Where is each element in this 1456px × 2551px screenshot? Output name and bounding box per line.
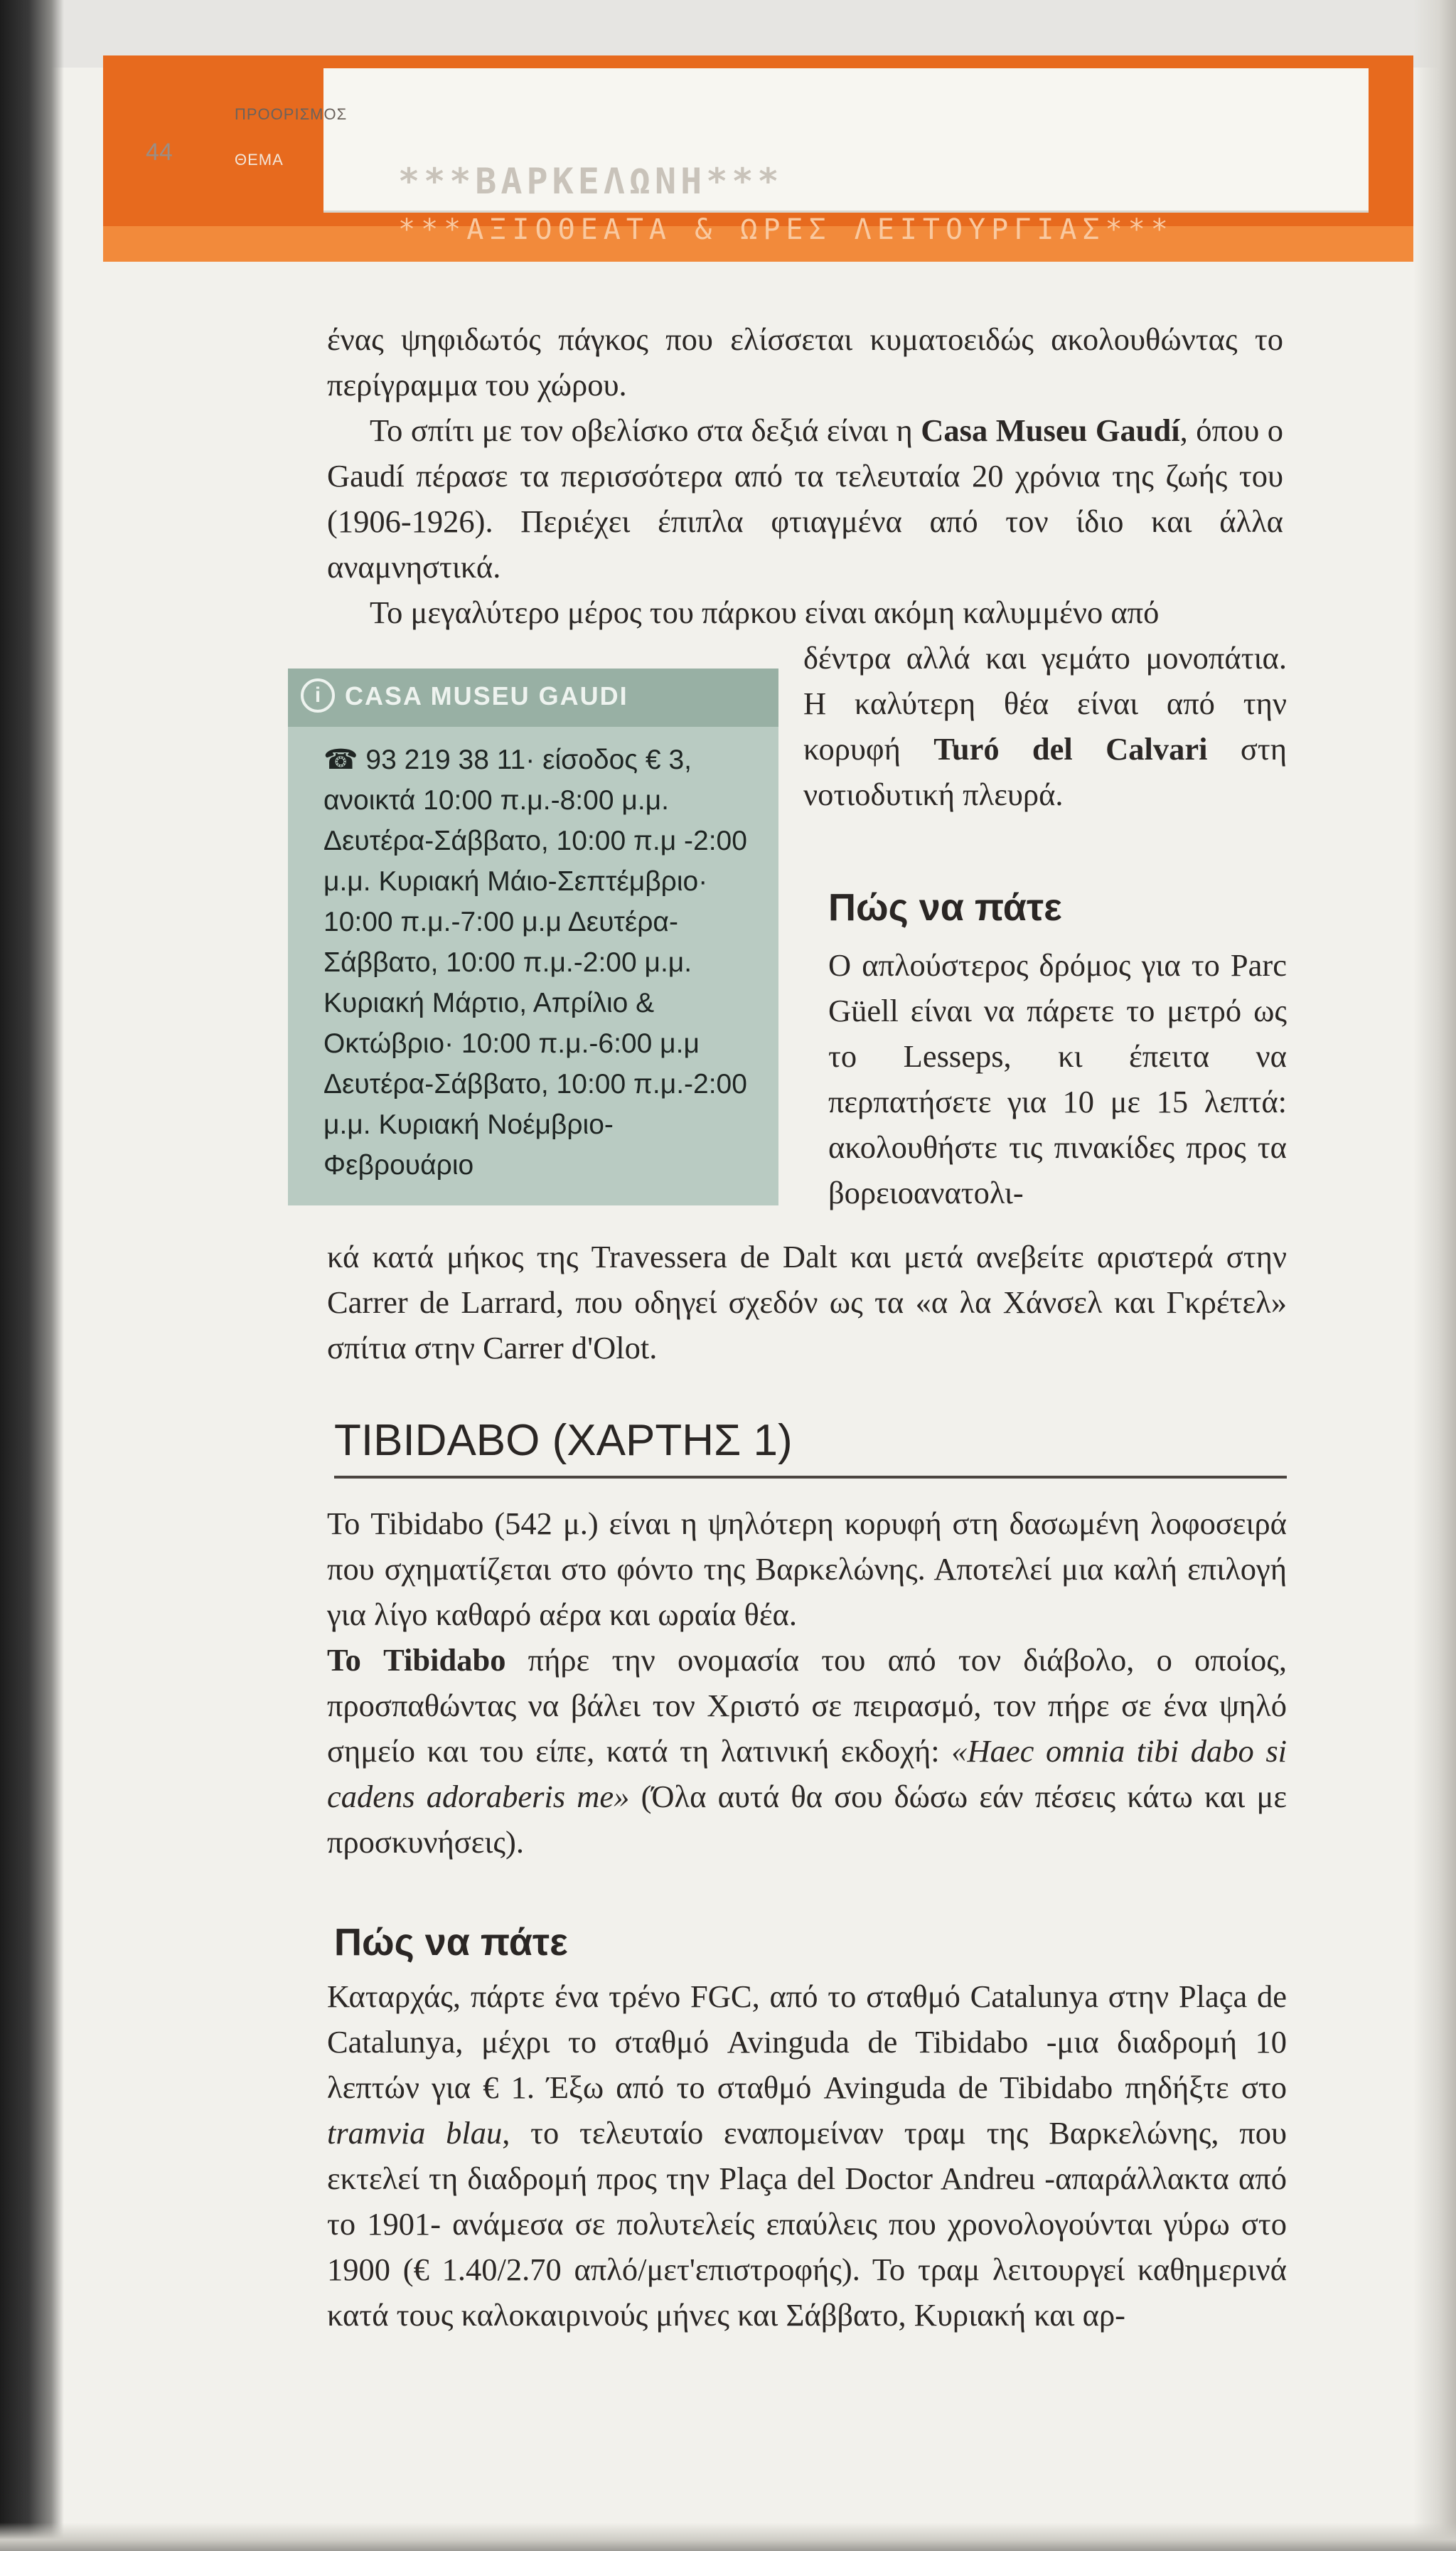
getting-there-2-text — [327, 1974, 1287, 2338]
intro-paragraph-3: Το μεγαλύτερο μέρος του πάρκου είναι ακόμη καλυμμένο από — [370, 595, 1160, 630]
tibidabo-paragraph-2: Το Tibidabo πήρε την ονομασία του από τον διάβολο, ο οποίος, προσπαθώντας να βάλει τον Χριστό σε πειρασμό, τον πήρε σε ένα ψηλό σημείο και του είπε, κατά τη λατινική εκδοχή: «Haec omnia tibi dabo si cadens adoraberis me» (Όλα αυτά θα σου δώσω εάν πέσεις κάτω και με προσκυνήσεις). — [327, 1642, 1287, 1860]
latin-quote: «Haec omnia tibi dabo si cadens adoraberis me» — [327, 1733, 1287, 1814]
scan-right-edge — [1413, 0, 1456, 2551]
phone-icon: ☎ — [323, 745, 358, 775]
section-heading-rule — [334, 1476, 1287, 1479]
tibidabo-paragraph-1: Το Tibidabo (542 μ.) είναι η ψηλότερη κορυφή στη δασωμένη λοφοσειρά που σχηματίζεται στο φόντο της Βαρκελώνης. Αποτελεί μια καλή επιλογή για λίγο καθαρό αέρα και ωραία θέα. — [327, 1506, 1287, 1632]
getting-there-1-full-text — [327, 1234, 1287, 1370]
info-box-title: CASA MUSEU GAUDI — [345, 681, 628, 710]
scan-binding-shadow — [0, 0, 64, 2551]
intro-text — [327, 316, 1283, 635]
getting-there-1-right-text — [828, 942, 1287, 1215]
header-label-destination: ΠΡΟΟΡΙΣΜΟΣ — [235, 105, 348, 123]
intro-paragraph-1: ένας ψηφιδωτός πάγκος που ελίσσεται κυματοειδώς ακολουθώντας το περίγραμμα του χώρου. — [327, 321, 1283, 403]
tibidabo-text — [327, 1501, 1287, 1865]
tramvia-blau-name: tramvia blau — [327, 2115, 503, 2151]
page-number: 44 — [146, 139, 173, 166]
turo-del-calvari-name: Turó del Calvari — [933, 731, 1208, 767]
casa-museu-gaudi-info-box — [288, 669, 778, 1205]
intro-paragraph-2: Το σπίτι με τον οβελίσκο στα δεξιά είναι η Casa Museu Gaudí, όπου ο Gaudí πέρασε τα περισσότερα από τα τελευταία 20 χρόνια της ζωής του (1906-1926). Περιέχει έπιπλα φτιαγμένα από τον ίδιο και άλλα αναμνηστικά. — [327, 412, 1283, 585]
info-icon: i — [301, 678, 335, 713]
getting-there-heading-2: Πώς να πάτε — [334, 1921, 568, 1964]
getting-there-heading-1: Πώς να πάτε — [828, 886, 1062, 929]
header-theme-value: ***ΑΞΙΟΘΕΑΤΑ & ΩΡΕΣ ΛΕΙΤΟΥΡΓΙΑΣ*** — [398, 213, 1174, 246]
getting-there-1-text-right: Ο απλούστερος δρόμος για το Parc Güell είναι να πάρετε το μετρό ως το Lesseps, κι έπειτα να περπατήσετε για 10 με 15 λεπτά: ακολουθήστε τις πινακίδες προς τα βορειοανατολι- — [828, 947, 1287, 1210]
getting-there-1-text-full: κά κατά μήκος της Travessera de Dalt και μετά ανεβείτε αριστερά στην Carrer de Larrard, που οδηγεί σχεδόν ως τα «α λα Χάνσελ και Γκρέτελ» σπίτια στην Carrer d'Olot. — [327, 1239, 1287, 1365]
scan-bottom-edge — [0, 2523, 1456, 2551]
intro-paragraph-3-continuation: δέντρα αλλά και γεμάτο μονοπάτια. Η καλύτερη θέα είναι από την κορυφή Turó del Calvari στη νοτιοδυτική πλευρά. — [803, 640, 1287, 812]
info-box-text: 93 219 38 11· είσοδος € 3, ανοικτά 10:00 π.μ.-8:00 μ.μ. Δευτέρα-Σάββατο, 10:00 π.μ -2:00 μ.μ. Κυριακή Μάιο-Σεπτέμβριο· 10:00 π.μ.-7:00 μ.μ Δευτέρα-Σάββατο, 10:00 π.μ.-2:00 μ.μ. Κυριακή Μάρτιο, Απρίλιο & Οκτώβριο· 10:00 π.μ.-6:00 μ.μ Δευτέρα-Σάββατο, 10:00 π.μ.-2:00 μ.μ. Κυριακή Νοέμβριο-Φεβρουάριο — [323, 745, 747, 1181]
casa-museu-gaudi-name: Casa Museu Gaudí — [921, 412, 1180, 448]
header-destination-value: ***ΒΑΡΚΕΛΩΝΗ*** — [398, 161, 783, 202]
info-box-body — [323, 740, 757, 1186]
header-label-theme: ΘΕΜΑ — [235, 151, 284, 169]
intro-continuation — [803, 635, 1287, 817]
tibidabo-section-heading: TIBIDABO (ΧΑΡΤΗΣ 1) — [334, 1416, 793, 1465]
getting-there-2-paragraph: Καταρχάς, πάρτε ένα τρένο FGC, από το σταθμό Catalunya στην Plaça de Catalunya, μέχρι το σταθμό Avinguda de Tibidabo -μια διαδρομή 10 λεπτών για € 1. Έξω από το σταθμό Avinguda de Tibidabo πηδήξτε στο tramvia blau, το τελευταίο εναπομείναν τραμ της Βαρκελώνης, που εκτελεί τη διαδρομή προς την Plaça del Doctor Andreu -απαράλλακτα από το 1901- ανάμεσα σε πολυτελείς επαύλεις που χρονολογούνται γύρω στο 1900 (€ 1.40/2.70 απλό/μετ'επιστροφής). Το τραμ λειτουργεί καθημερινά κατά τους καλοκαιρινούς μήνες και Σάββατο, Κυριακή και αρ- — [327, 1979, 1288, 2333]
